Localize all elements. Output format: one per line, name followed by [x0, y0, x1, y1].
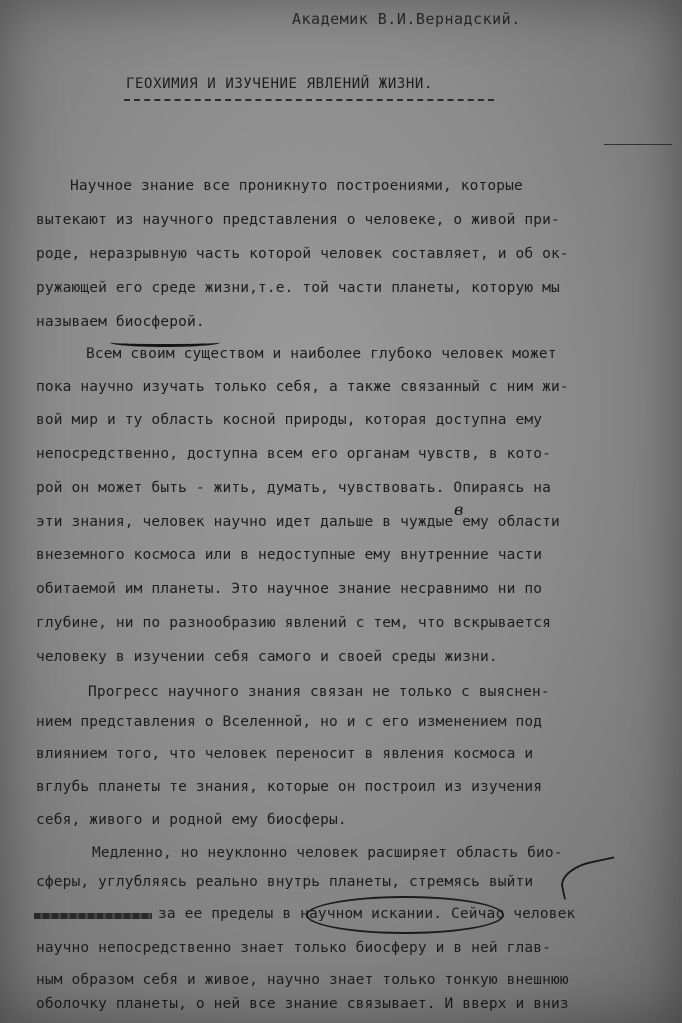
text-line: пока научно изучать только себя, а также связанный с ним жи-	[36, 379, 569, 395]
text-line: ружающей его среде жизни,т.е. той части планеты, которую мы	[36, 280, 560, 296]
text-line: вглубь планеты те знания, которые он построил из изучения	[36, 779, 543, 795]
text-line: непосредственно, доступна всем его органам чувств, в кото-	[36, 446, 552, 462]
handwritten-correction: в	[454, 500, 464, 519]
handwritten-strikeout	[34, 913, 152, 919]
text-line: нием представления о Вселенной, но и с его изменением под	[36, 714, 543, 730]
text-line: вой мир и ту область косной природы, которая доступна ему	[36, 412, 543, 428]
handwritten-circle	[306, 896, 504, 934]
document-title: ГЕОХИМИЯ И ИЗУЧЕНИЕ ЯВЛЕНИЙ ЖИЗНИ.	[126, 76, 433, 92]
text-line: Всем своим существом и наиболее глубоко человек может	[86, 346, 557, 362]
text-line: за ее пределы в научном искании. Сейчас человек	[158, 906, 576, 922]
text-line: роде, неразрывную часть которой человек составляет, и об ок-	[36, 246, 569, 262]
text-line: себя, живого и родной ему биосферы.	[36, 812, 347, 828]
title-underline	[124, 99, 494, 101]
handwritten-mark	[557, 856, 620, 899]
text-line: обитаемой им планеты. Это научное знание несравнимо ни по	[36, 581, 543, 597]
text-line: называем биосферой.	[36, 314, 205, 330]
text-line: ным образом себя и живое, научно знает только тонкую внешнюю	[36, 972, 569, 988]
text-line: рой он может быть - жить, думать, чувствовать. Опираясь на	[36, 480, 552, 496]
text-line: научно непосредственно знает только биосферу и в ней глав-	[36, 940, 552, 956]
text-line: Медленно, но неуклонно человек расширяет область био-	[92, 845, 563, 861]
text-line: эти знания, человек научно идет дальше в чуждые ему области	[36, 514, 560, 530]
author-line: Академик В.И.Вернадский.	[292, 10, 521, 28]
text-line: глубине, ни по разнообразию явлений с тем, что вскрывается	[36, 615, 552, 631]
text-line: Научное знание все проникнуто построениями, которые	[70, 178, 523, 194]
text-line: внеземного космоса или в недоступные ему внутренние части	[36, 547, 543, 563]
text-line: человеку в изучении себя самого и своей среды жизни.	[36, 649, 498, 665]
margin-dash	[604, 144, 672, 145]
text-line: влиянием того, что человек переносит в явления космоса и	[36, 746, 534, 762]
text-line: оболочку планеты, о ней все знание связывает. И вверх и вниз	[36, 996, 569, 1012]
text-line: сферы, углубляясь реально внутрь планеты, стремясь выйти	[36, 874, 534, 890]
text-line: вытекают из научного представления о человеке, о живой при-	[36, 212, 560, 228]
text-line: Прогресс научного знания связан не только с выяснен-	[88, 684, 550, 700]
